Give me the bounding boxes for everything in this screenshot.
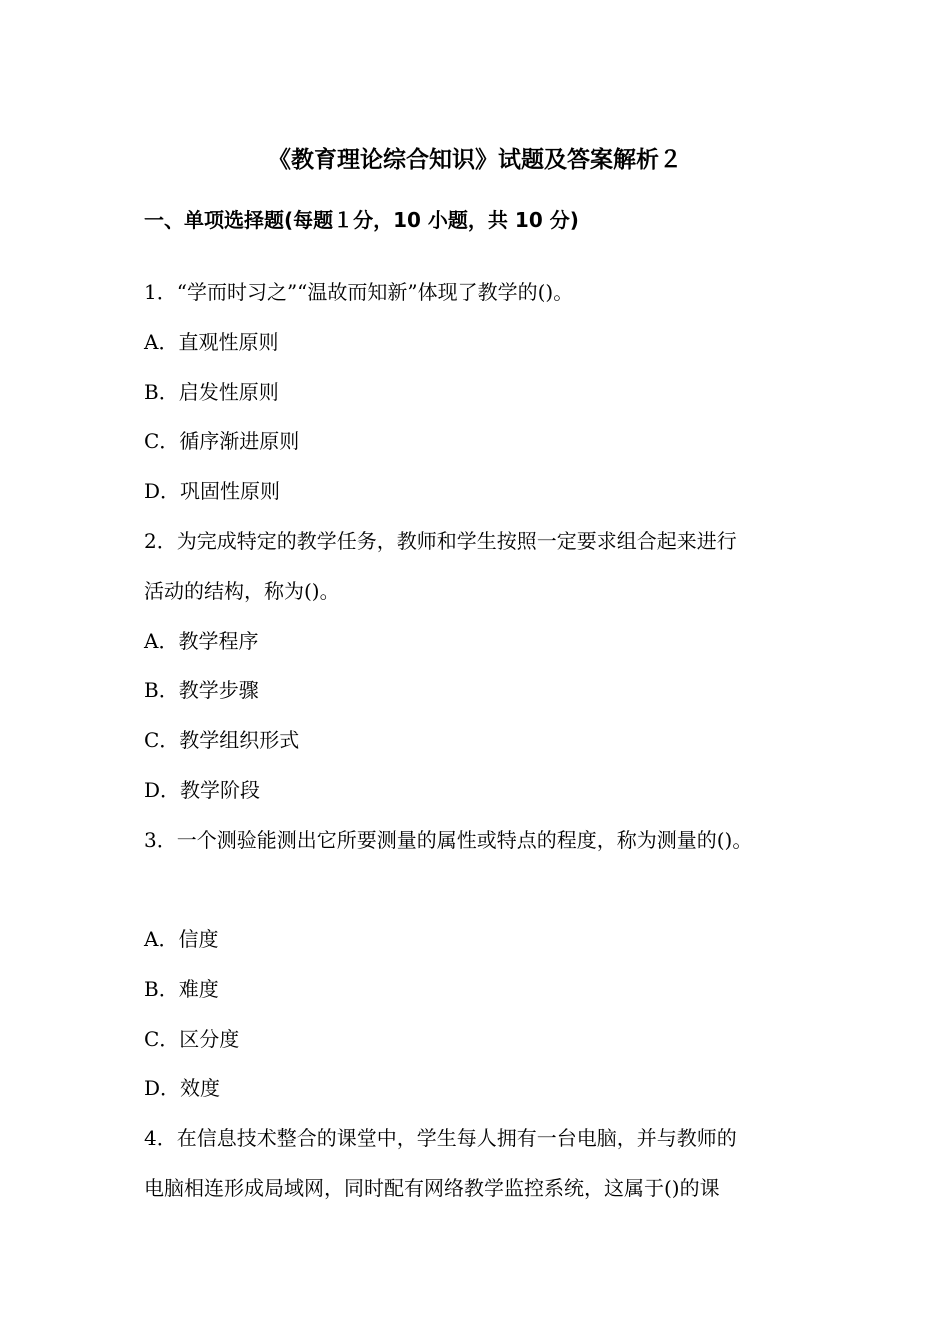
question-4-stem-line-2: 电脑相连形成局域网，同时配有网络教学监控系统，这属于()的课 — [144, 1176, 720, 1200]
question-1-stem: 1．“学而时习之”“温故而知新”体现了教学的()。 — [144, 280, 574, 304]
question-3-option-a: A．信度 — [144, 927, 219, 951]
question-4-stem-line-1: 4．在信息技术整合的课堂中，学生每人拥有一台电脑，并与教师的 — [144, 1126, 737, 1150]
question-3-option-d: D．效度 — [144, 1076, 221, 1100]
question-2-option-d: D．教学阶段 — [144, 778, 261, 802]
section-heading: 一、单项选择题(每题１分，10 小题，共 10 分) — [144, 208, 579, 232]
question-2-option-b: B．教学步骤 — [144, 678, 259, 702]
question-2-stem-line-1: 2．为完成特定的教学任务，教师和学生按照一定要求组合起来进行 — [144, 529, 737, 553]
question-2-option-a: A．教学程序 — [144, 629, 259, 653]
question-1-option-b: B．启发性原则 — [144, 380, 279, 404]
question-2-option-c: C．教学组织形式 — [144, 728, 300, 752]
question-1-option-d: D．巩固性原则 — [144, 479, 281, 503]
question-3-stem: 3．一个测验能测出它所要测量的属性或特点的程度，称为测量的()。 — [144, 828, 753, 852]
question-1-option-a: A．直观性原则 — [144, 330, 279, 354]
document-title: 《教育理论综合知识》试题及答案解析２ — [268, 147, 682, 173]
question-3-option-c: C．区分度 — [144, 1027, 240, 1051]
question-2-stem-line-2: 活动的结构，称为()。 — [144, 579, 340, 603]
question-3-option-b: B．难度 — [144, 977, 219, 1001]
question-1-option-c: C．循序渐进原则 — [144, 429, 300, 453]
